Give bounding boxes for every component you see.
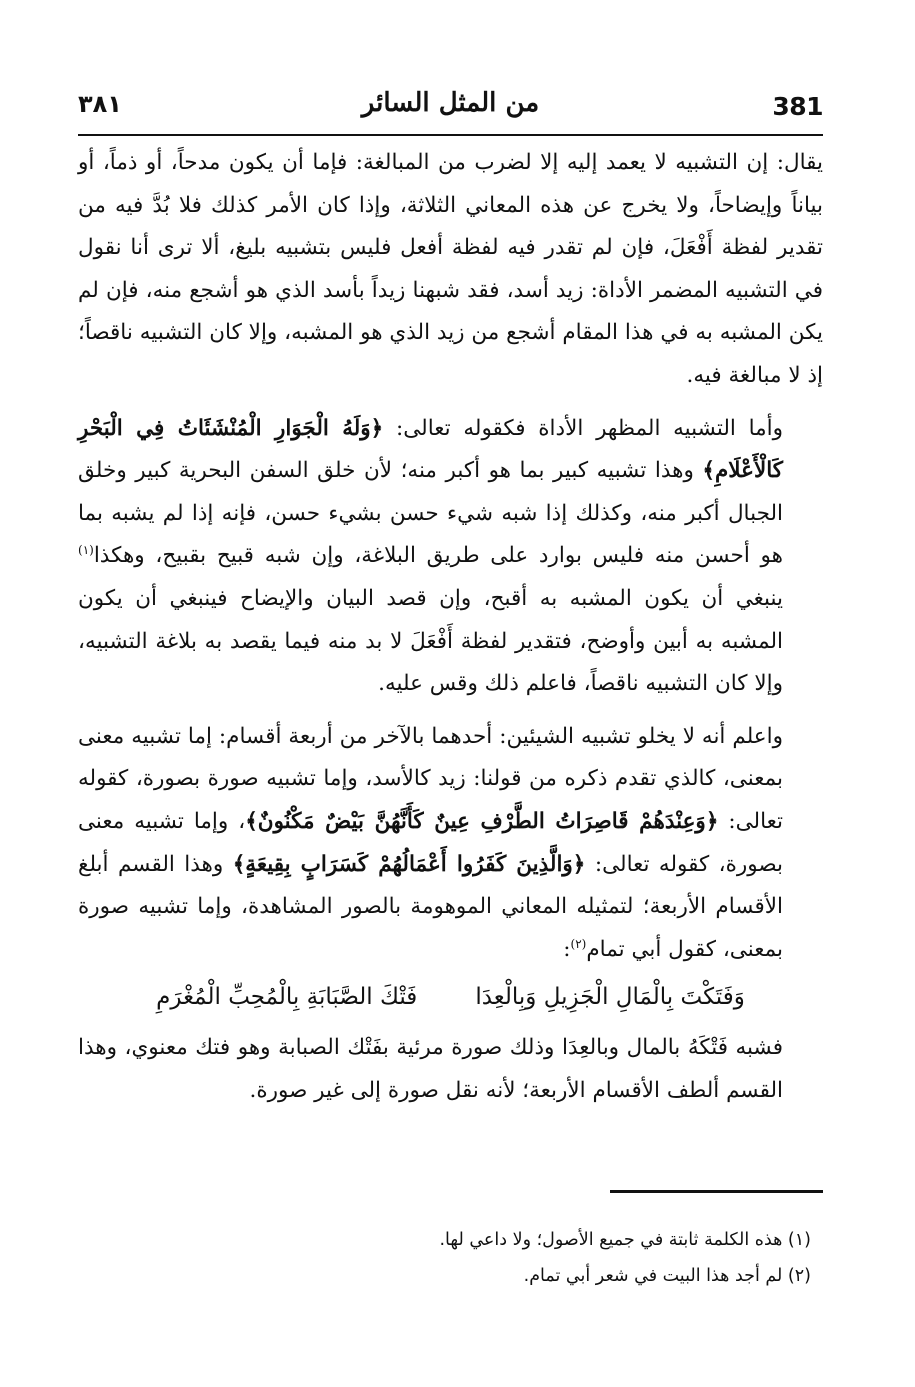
footnote-2: (٢) لم أجد هذا البيت في شعر أبي تمام.: [523, 1266, 811, 1286]
quran-quote-1: ﴿وَلَهُ الْجَوَارِ الْمُنْشَئَاتُ فِي الْبَحْرِ كَالْأَعْلَامِ﴾: [78, 415, 783, 484]
quran-quote-2: ﴿وَعِنْدَهُمْ قَاصِرَاتُ الطَّرْفِ عِينٌ كَأَنَّهُنَّ بَيْضٌ مَكْنُونٌ﴾: [245, 808, 719, 834]
quran-quote-3: ﴿وَالَّذِينَ كَفَرُوا أَعْمَالُهُمْ كَسَرَابٍ بِقِيعَةٍ﴾: [232, 851, 586, 877]
footnote-1: (١) هذه الكلمة ثابتة في جميع الأصول؛ ولا داعي لها.: [439, 1230, 811, 1250]
paragraph-4: [78, 1027, 823, 1112]
paragraph-1-text: يقال: إن التشبيه لا يعمد إليه إلا لضرب من المبالغة: فإما أن يكون مدحاً، أو ذماً، أو بياناً وإيضاحاً، ولا يخرج عن هذه المعاني الثلاثة، وإذا كان الأمر كذلك فلا بُدَّ فيه من تقدير لفظة أَفْعَلَ، فإن لم تقدر فيه لفظة أفعل فليس بتشبيه بليغ، ألا ترى أنا نقول في التشبيه المضمر الأداة: زيد أسد، فقد شبهنا زيداً بأسد الذي هو أشجع منه، فإن لم يكن المشبه به في هذا المقام أشجع من زيد الذي هو المشبه، وإلا كان التشبيه ناقصاً؛ إذ لا مبالغة فيه.: [78, 150, 823, 388]
paragraph-2-text-a: وأما التشبيه المظهر الأداة فكقوله تعالى:: [396, 415, 783, 441]
paragraph-2-text-b: وهذا تشبيه كبير بما هو أكبر منه؛ لأن خلق السفن البحرية كبير وخلق الجبال أكبر منه، وكذلك إذا شبه شيء حسن بشيء حسن، فإنه إذا لم يشبه بما هو أحسن منه فليس بوارد على طريق البلاغة، وإن شبه قبيح بقبيح، وهكذا: [78, 458, 783, 569]
paragraph-3-text-d: :: [563, 936, 571, 962]
main-text: [78, 142, 823, 1112]
page-number-arabic: ٣٨١: [78, 90, 122, 118]
page-number-latin: 381: [772, 92, 823, 121]
paragraph-3-text-c: وهذا القسم أبلغ الأقسام الأربعة؛ لتمثيله المعاني الموهومة بالصور المشاهدة، وإما تشبيه صورة بمعنى، كقول أبي تمام: [78, 851, 783, 962]
paragraph-2-text-c: ينبغي أن يكون المشبه به أقبح، وإن قصد البيان والإيضاح فينبغي أن يكون المشبه به أبين وأوضح، فتقدير لفظة أَفْعَلَ لا بد منه فيما يقصد به بلاغة التشبيه، وإلا كان التشبيه ناقصاً، فاعلم ذلك وقس عليه.: [78, 585, 783, 697]
page-header: [78, 86, 823, 126]
footnotes: [78, 1222, 823, 1294]
paragraph-3-text-b: ، وإما تشبيه معنى بصورة، كقوله تعالى:: [78, 808, 783, 877]
paragraph-2: [78, 408, 823, 706]
paragraph-3-text-a: واعلم أنه لا يخلو تشبيه الشيئين: أحدهما بالآخر من أربعة أقسام: إما تشبيه معنى بمعنى، كالذي تقدم ذكره من قولنا: زيد كالأسد، وإما تشبيه صورة بصورة، كقوله تعالى:: [78, 723, 783, 834]
footnote-separator: [610, 1190, 823, 1193]
footnote-ref-1[interactable]: (١): [78, 543, 94, 558]
paragraph-4-text: فشبه فَتْكَهُ بالمال وبالعِدَا وذلك صورة مرئية بفَتْك الصبابة وهو فتك معنوي، وهذا القسم ألطف الأقسام الأربعة؛ لأنه نقل صورة إلى غير صورة.: [78, 1035, 783, 1103]
footnote-ref-2[interactable]: (٢): [570, 936, 587, 951]
verse-second-hemistich: فَتْكَ الصَّبَابَةِ بِالْمُحِبِّ الْمُغْرَمِ: [156, 984, 418, 1011]
header-rule: [78, 134, 823, 136]
poetry-verse: [78, 975, 823, 1019]
verse-first-hemistich: وَفَتَكْتَ بِالْمَالِ الْجَزِيلِ وَبِالْعِدَا: [475, 984, 745, 1011]
paragraph-1: [78, 142, 823, 398]
running-title: من المثل السائر: [361, 88, 540, 118]
paragraph-3: [78, 716, 823, 972]
